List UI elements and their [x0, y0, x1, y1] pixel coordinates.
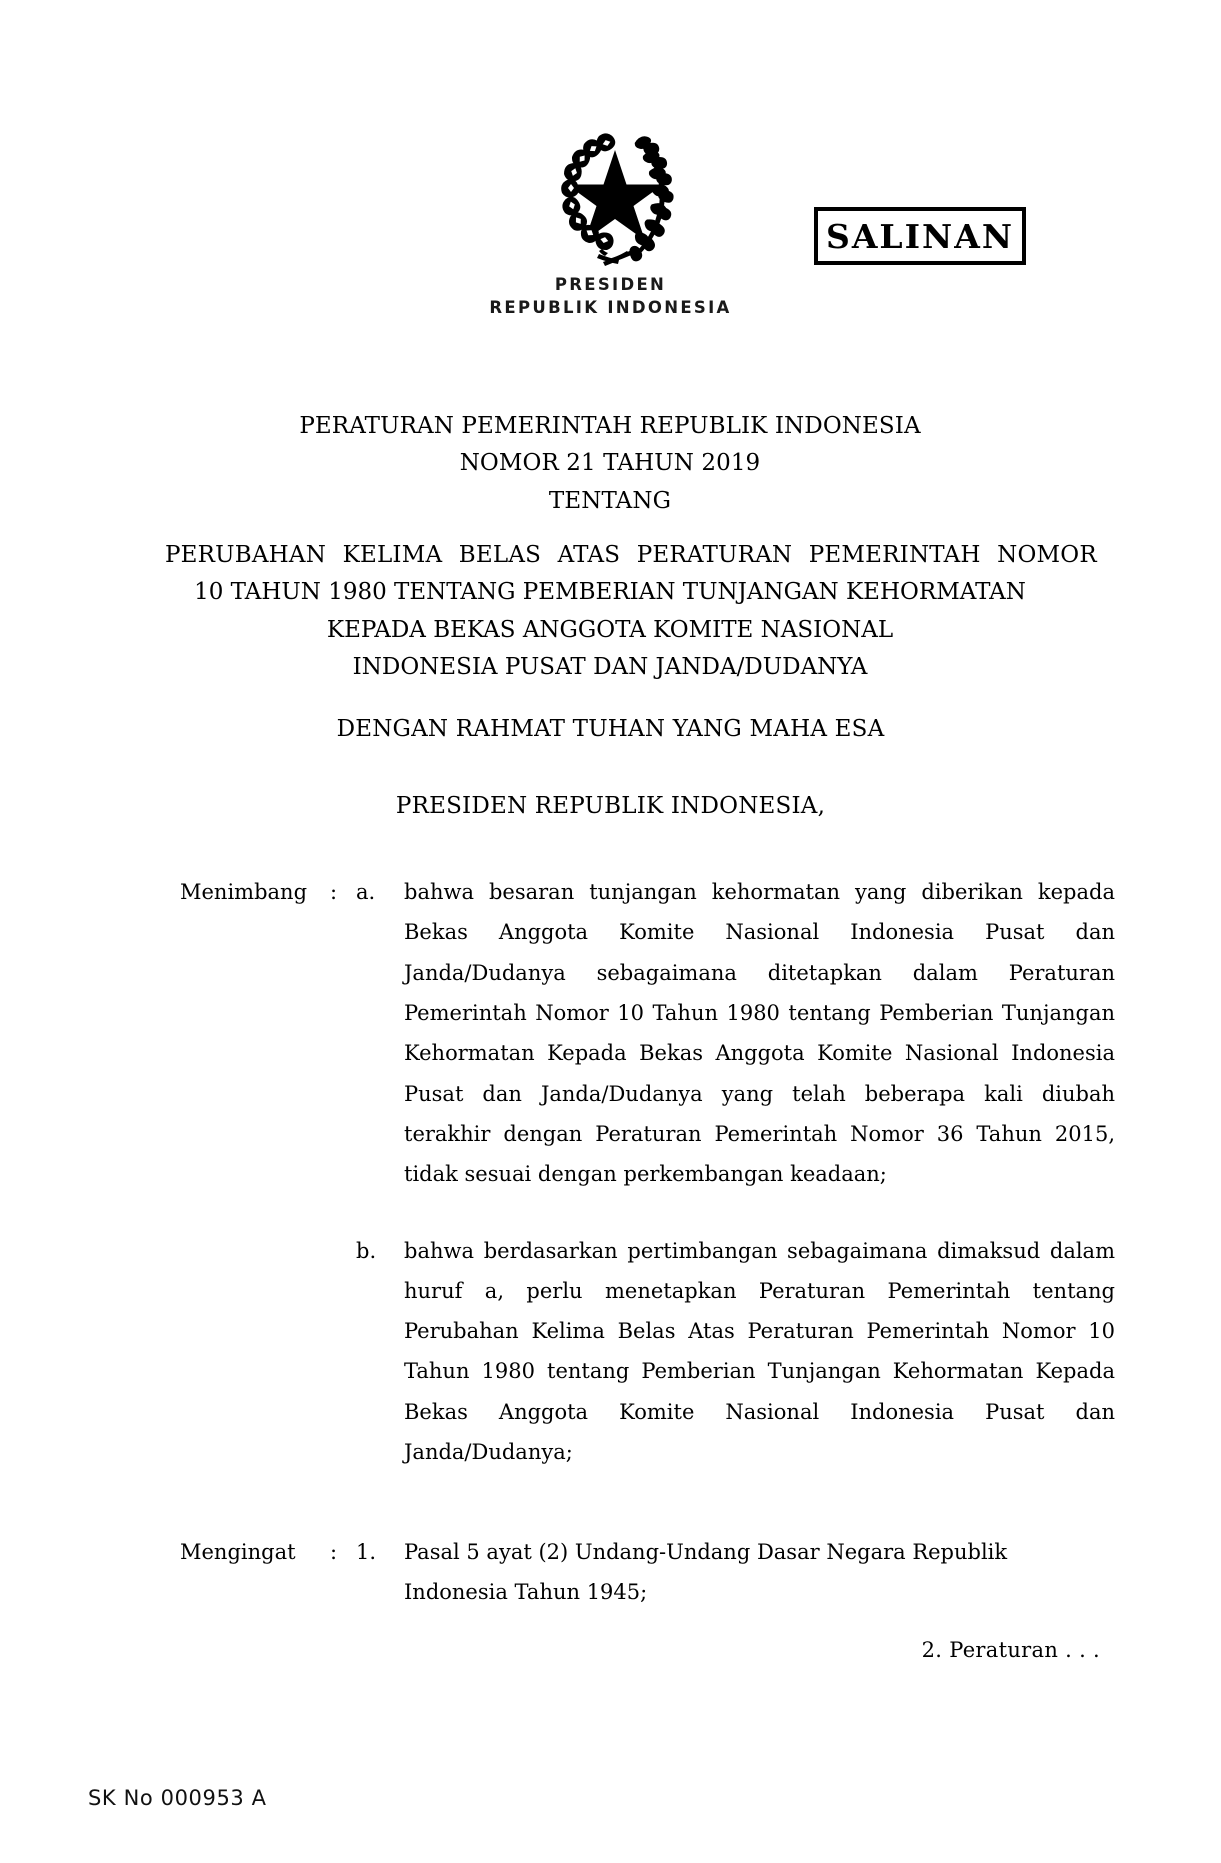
signatory-heading: PRESIDEN REPUBLIK INDONESIA, — [395, 793, 826, 819]
clause-colon-menimbang: : — [330, 880, 338, 904]
clause-item-a-marker: a. — [356, 880, 376, 904]
document-subtitle — [165, 537, 1097, 687]
subtitle-line-1: PERUBAHAN KELIMA BELAS ATAS PERATURAN PEMERINTAH NOMOR — [165, 542, 1097, 568]
clause-item-1-marker: 1. — [356, 1540, 377, 1564]
clause-label-mengingat: Mengingat — [180, 1540, 296, 1564]
subtitle-line-4: INDONESIA PUSAT DAN JANDA/DUDANYA — [352, 654, 868, 681]
clause-item-spacer — [356, 1195, 1115, 1231]
salinan-stamp-box — [814, 207, 1026, 265]
clause-item-a — [356, 872, 1115, 1195]
garuda-star-wreath-emblem-icon — [535, 118, 695, 278]
clause-menimbang — [180, 872, 1115, 1472]
clause-item-1-text: Pasal 5 ayat (2) Undang-Undang Dasar Negara Republik Indonesia Tahun 1945; — [404, 1540, 1008, 1605]
salinan-stamp-label: SALINAN — [825, 216, 1014, 256]
clause-label-menimbang: Menimbang — [180, 880, 308, 904]
clause-items-mengingat — [356, 1532, 1115, 1613]
presiden-republik-indonesia-heading — [0, 273, 1221, 320]
subtitle-line-3: KEPADA BEKAS ANGGOTA KOMITE NASIONAL — [326, 616, 894, 643]
clause-mengingat — [180, 1532, 1115, 1613]
document-footer-code: SK No 000953 A — [88, 1786, 267, 1810]
page-catchword: 2. Peraturan . . . — [921, 1638, 1100, 1662]
title-line-nomor: NOMOR 21 TAHUN 2019 — [459, 450, 761, 477]
clause-item-b — [356, 1231, 1115, 1473]
clause-items-menimbang — [356, 872, 1115, 1472]
clause-item-1 — [356, 1532, 1115, 1613]
clause-item-b-marker: b. — [356, 1238, 377, 1263]
clause-item-b-text: bahwa berdasarkan pertimbangan sebagaimana dimaksud dalam huruf a, perlu menetapkan Peraturan Pemerintah tentang Perubahan Kelima Belas Atas Peraturan Pemerintah Nomor 10 Tahun 1980 tentang Pemberian Tunjangan Kehormatan Kepada Bekas Anggota Komite Nasional Indonesia Pusat dan Janda/Dudanya; — [404, 1238, 1115, 1465]
header-line-presiden: PRESIDEN — [554, 275, 667, 294]
document-header — [0, 118, 1221, 328]
invocation-line: DENGAN RAHMAT TUHAN YANG MAHA ESA — [336, 716, 885, 742]
clause-colon-mengingat: : — [330, 1540, 338, 1564]
title-line-1: PERATURAN PEMERINTAH REPUBLIK INDONESIA — [299, 413, 921, 439]
header-line-republik-indonesia: REPUBLIK INDONESIA — [489, 298, 732, 318]
title-line-tentang: TENTANG — [548, 487, 672, 514]
clause-item-a-text: bahwa besaran tunjangan kehormatan yang diberikan kepada Bekas Anggota Komite Nasional Indonesia Pusat dan Janda/Dudanya sebagaimana ditetapkan dalam Peraturan Pemerintah Nomor 10 Tahun 1980 tentang Pemberian Tunjangan Kehormatan Kepada Bekas Anggota Komite Nasional Indonesia Pusat dan Janda/Dudanya yang telah beberapa kali diubah terakhir dengan Peraturan Pemerintah Nomor 36 Tahun 2015, tidak sesuai dengan perkembangan keadaan; — [404, 880, 1115, 1187]
document-title — [180, 408, 1040, 520]
subtitle-line-2: 10 TAHUN 1980 TENTANG PEMBERIAN TUNJANGAN KEHORMATAN — [194, 579, 1026, 606]
